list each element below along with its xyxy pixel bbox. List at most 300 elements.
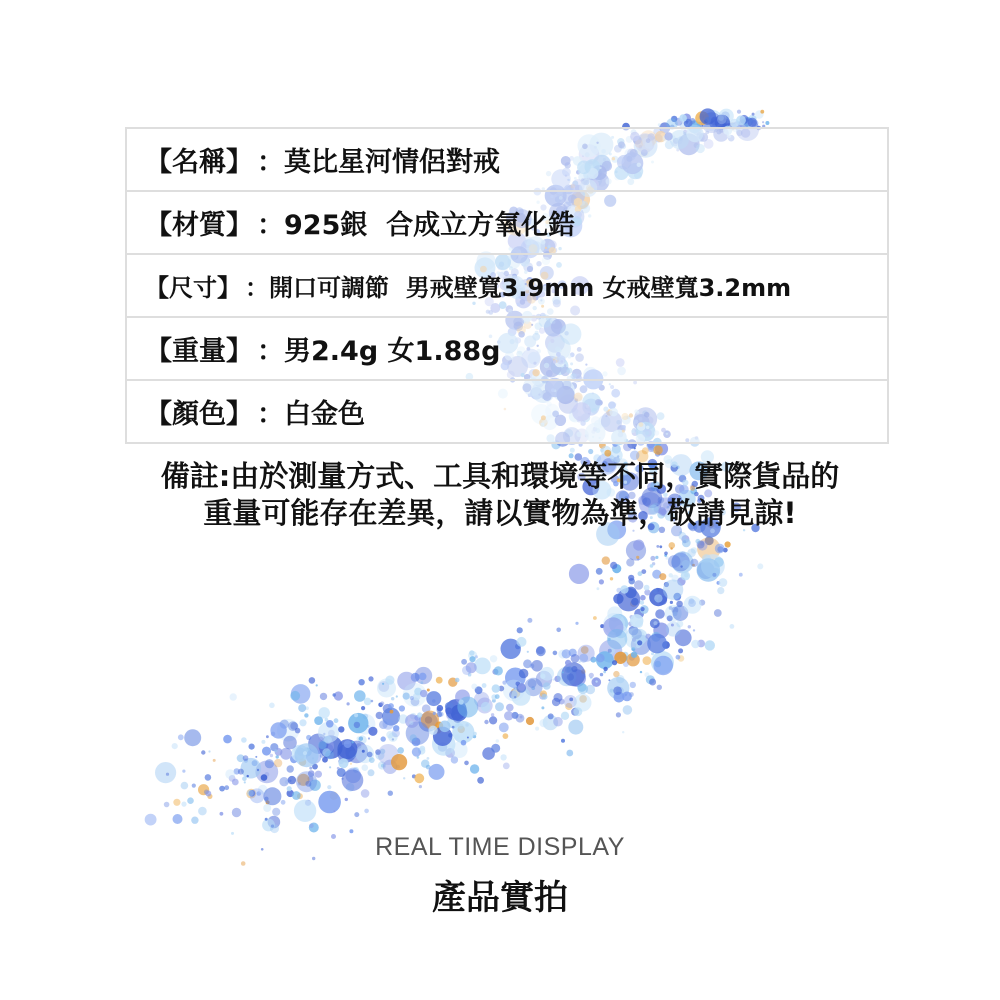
splatter-dot — [410, 734, 417, 741]
splatter-dot — [265, 759, 274, 768]
splatter-dot — [205, 791, 211, 797]
splatter-dot — [697, 558, 721, 582]
splatter-dot — [491, 713, 494, 716]
splatter-dot — [164, 802, 170, 808]
splatter-dot — [644, 585, 650, 591]
splatter-dot — [655, 556, 658, 559]
splatter-dot — [427, 757, 430, 760]
splatter-dot — [287, 765, 294, 772]
splatter-dot — [334, 718, 339, 723]
splatter-dot — [589, 673, 594, 678]
splatter-dot — [552, 698, 560, 706]
spec-separator: ： — [245, 274, 269, 302]
splatter-dot — [309, 824, 314, 829]
spec-row-color — [127, 381, 887, 442]
splatter-dot — [643, 656, 652, 665]
splatter-dot — [241, 737, 247, 743]
splatter-dot — [361, 706, 365, 710]
splatter-dot — [265, 818, 268, 821]
splatter-dot — [287, 786, 292, 791]
splatter-dot — [631, 652, 637, 658]
splatter-dot — [667, 615, 673, 621]
splatter-dot — [610, 562, 617, 569]
splatter-dot — [473, 732, 477, 736]
splatter-dot — [719, 578, 728, 587]
splatter-dot — [433, 712, 436, 715]
splatter-dot — [736, 115, 746, 125]
splatter-dot — [571, 666, 577, 672]
splatter-dot — [315, 771, 322, 778]
splatter-dot — [633, 540, 644, 551]
splatter-dot — [326, 720, 334, 728]
splatter-dot — [255, 756, 257, 758]
splatter-dot — [417, 712, 422, 717]
splatter-dot — [693, 629, 695, 631]
spec-separator: ： — [257, 399, 284, 430]
splatter-dot — [362, 750, 365, 753]
splatter-dot — [634, 580, 643, 589]
splatter-dot — [542, 694, 548, 700]
splatter-dot — [535, 727, 539, 731]
splatter-dot — [304, 713, 308, 717]
splatter-dot — [269, 703, 275, 709]
splatter-dot — [471, 684, 477, 690]
splatter-dot — [445, 707, 452, 714]
splatter-dot — [625, 694, 627, 696]
splatter-dot — [257, 769, 259, 771]
splatter-dot — [184, 729, 201, 746]
splatter-dot — [506, 704, 514, 712]
splatter-dot — [659, 545, 662, 548]
splatter-dot — [653, 656, 673, 676]
spec-separator: ： — [257, 147, 284, 178]
splatter-dot — [351, 741, 353, 743]
splatter-dot — [608, 638, 611, 641]
splatter-dot — [421, 760, 429, 768]
splatter-dot — [757, 563, 763, 569]
splatter-dot — [684, 596, 702, 614]
splatter-dot — [467, 737, 469, 739]
splatter-dot — [241, 758, 262, 779]
splatter-dot — [528, 679, 537, 688]
splatter-dot — [656, 545, 659, 548]
splatter-dot — [314, 716, 323, 725]
spec-label-name: 【名稱】 — [145, 147, 253, 178]
real-time-display-caption: REAL TIME DISPLAY — [375, 833, 625, 861]
splatter-dot — [303, 751, 307, 755]
splatter-dot — [623, 705, 633, 715]
splatter-dot — [637, 640, 642, 645]
splatter-dot — [691, 640, 700, 649]
splatter-dot — [670, 601, 673, 604]
splatter-dot — [368, 769, 375, 776]
splatter-dot — [368, 676, 373, 681]
splatter-dot — [657, 685, 662, 690]
splatter-dot — [540, 667, 554, 681]
splatter-dot — [223, 735, 232, 744]
splatter-dot — [274, 759, 282, 767]
splatter-dot — [527, 618, 532, 623]
splatter-dot — [266, 735, 269, 738]
splatter-dot — [610, 577, 613, 580]
splatter-dot — [316, 684, 318, 686]
splatter-dot — [166, 773, 169, 776]
splatter-dot — [490, 655, 497, 662]
splatter-dot — [470, 764, 479, 773]
splatter-dot — [503, 763, 510, 770]
splatter-dot — [765, 121, 769, 125]
splatter-dot — [322, 757, 328, 763]
splatter-dot — [191, 817, 198, 824]
splatter-dot — [520, 716, 523, 719]
splatter-dot — [419, 785, 422, 788]
splatter-dot — [225, 769, 235, 779]
splatter-dot — [676, 655, 681, 660]
splatter-dot — [681, 571, 690, 580]
splatter-dot — [385, 676, 394, 685]
splatter-dot — [280, 748, 292, 760]
splatter-dot — [568, 720, 583, 735]
splatter-dot — [462, 666, 471, 675]
splatter-dot — [368, 737, 370, 739]
splatter-dot — [762, 121, 764, 123]
splatter-dot — [262, 747, 271, 756]
splatter-dot — [602, 556, 610, 564]
splatter-dot — [250, 788, 265, 803]
splatter-dot — [725, 541, 731, 547]
splatter-dot — [296, 771, 317, 792]
splatter-dot — [419, 673, 427, 681]
spec-label-color: 【顏色】 — [145, 399, 253, 430]
splatter-dot — [381, 736, 386, 741]
splatter-dot — [320, 693, 327, 700]
splatter-dot — [261, 740, 265, 744]
splatter-dot — [270, 754, 273, 757]
splatter-dot — [243, 755, 249, 761]
splatter-dot — [548, 713, 554, 719]
splatter-dot — [514, 696, 516, 698]
splatter-dot — [526, 717, 534, 725]
splatter-dot — [345, 798, 348, 801]
splatter-dot — [386, 731, 393, 738]
splatter-dot — [364, 809, 369, 814]
splatter-dot — [625, 628, 646, 649]
splatter-dot — [636, 556, 639, 559]
splatter-dot — [388, 703, 394, 709]
splatter-dot — [232, 808, 241, 817]
splatter-dot — [329, 766, 331, 768]
splatter-dot — [596, 654, 605, 663]
splatter-dot — [569, 698, 573, 702]
splatter-dot — [181, 802, 186, 807]
splatter-dot — [208, 750, 210, 752]
splatter-dot — [519, 669, 529, 679]
splatter-dot — [714, 609, 722, 617]
splatter-dot — [290, 691, 300, 701]
splatter-dot — [562, 671, 564, 673]
spec-value-color: 白金色 — [284, 399, 365, 430]
splatter-dot — [427, 689, 430, 692]
spec-row-size — [127, 255, 887, 318]
splatter-dot — [536, 646, 544, 654]
splatter-dot — [496, 739, 499, 742]
splatter-dot — [295, 728, 301, 734]
splatter-dot — [263, 787, 281, 805]
splatter-dot — [292, 791, 301, 800]
splatter-dot — [561, 662, 585, 686]
spec-value-size: 開口可調節 男戒壁寬3.9mm 女戒壁寬3.2mm — [269, 274, 792, 302]
splatter-dot — [678, 648, 683, 653]
splatter-dot — [612, 660, 617, 665]
splatter-dot — [494, 666, 503, 675]
splatter-dot — [492, 684, 500, 692]
splatter-dot — [396, 695, 398, 697]
splatter-dot — [354, 713, 358, 717]
splatter-dot — [578, 684, 588, 694]
splatter-dot — [173, 814, 183, 824]
splatter-dot — [172, 743, 178, 749]
splatter-dot — [630, 614, 643, 627]
splatter-dot — [641, 607, 645, 611]
disclaimer-line-1: 備註:由於測量方式、工具和環境等不同，實際貨品的 — [160, 459, 840, 493]
splatter-dot — [569, 564, 589, 584]
splatter-dot — [187, 797, 194, 804]
splatter-dot — [437, 705, 443, 711]
splatter-dot — [622, 731, 624, 733]
splatter-dot — [417, 756, 420, 759]
splatter-dot — [517, 627, 523, 633]
splatter-dot — [562, 649, 571, 658]
splatter-dot — [271, 825, 274, 828]
splatter-dot — [354, 722, 360, 728]
splatter-dot — [682, 539, 691, 548]
splatter-dot — [597, 587, 600, 590]
splatter-dot — [342, 769, 364, 791]
splatter-dot — [481, 702, 491, 712]
splatter-dot — [327, 785, 331, 789]
splatter-dot — [192, 784, 196, 788]
splatter-dot — [715, 544, 725, 554]
splatter-dot — [145, 814, 157, 826]
splatter-dot — [687, 549, 696, 558]
splatter-dot — [414, 773, 424, 783]
splatter-dot — [369, 757, 375, 763]
splatter-dot — [556, 628, 561, 633]
splatter-dot — [333, 810, 335, 812]
spec-value-weight: 男2.4g 女1.88g — [284, 336, 501, 367]
splatter-dot — [249, 744, 255, 750]
splatter-dot — [668, 555, 681, 568]
splatter-dot — [247, 775, 249, 777]
splatter-dot — [574, 694, 592, 712]
splatter-dot — [426, 691, 441, 706]
splatter-dot — [368, 727, 377, 736]
splatter-dot — [429, 764, 445, 780]
spec-row-weight — [127, 318, 887, 381]
splatter-dot — [655, 609, 665, 619]
splatter-dot — [318, 791, 341, 814]
splatter-dot — [596, 568, 603, 575]
splatter-dot — [567, 673, 574, 680]
splatter-dot — [419, 746, 425, 752]
splatter-dot — [653, 589, 658, 594]
splatter-dot — [588, 449, 593, 454]
splatter-dot — [628, 575, 634, 581]
splatter-dot — [620, 585, 628, 593]
splatter-dot — [659, 573, 666, 580]
splatter-dot — [616, 712, 621, 717]
splatter-dot — [680, 551, 686, 557]
splatter-dot — [688, 625, 691, 628]
splatter-dot — [523, 659, 532, 668]
splatter-dot — [281, 800, 286, 805]
splatter-dot — [367, 752, 373, 758]
splatter-dot — [205, 774, 212, 781]
splatter-dot — [630, 682, 636, 688]
splatter-dot — [274, 749, 277, 752]
splatter-dot — [309, 677, 316, 684]
splatter-dot — [664, 552, 668, 556]
splatter-dot — [484, 720, 488, 724]
splatter-dot — [391, 754, 407, 770]
splatter-dot — [499, 723, 509, 733]
splatter-dot — [495, 702, 504, 711]
splatter-dot — [320, 754, 324, 758]
splatter-dot — [397, 747, 404, 754]
splatter-dot — [517, 637, 527, 647]
splatter-dot — [500, 754, 506, 760]
splatter-dot — [452, 726, 455, 729]
splatter-dot — [489, 716, 497, 724]
splatter-dot — [608, 649, 612, 653]
splatter-dot — [178, 734, 184, 740]
splatter-dot — [318, 737, 323, 742]
splatter-dot — [760, 110, 764, 114]
spec-label-size: 【尺寸】 — [145, 274, 241, 302]
splatter-dot — [350, 763, 352, 765]
splatter-dot — [705, 640, 715, 650]
splatter-dot — [561, 739, 565, 743]
splatter-dot — [464, 761, 469, 766]
splatter-dot — [224, 785, 229, 790]
splatter-dot — [382, 683, 384, 685]
spec-row-name — [127, 129, 887, 192]
splatter-dot — [420, 681, 423, 684]
splatter-dot — [565, 660, 571, 666]
splatter-dot — [626, 558, 634, 566]
splatter-dot — [347, 702, 350, 705]
splatter-dot — [737, 110, 741, 114]
splatter-dot — [461, 659, 467, 665]
splatter-dot — [671, 624, 674, 627]
splatter-dot — [469, 656, 475, 662]
splatter-dot — [358, 679, 364, 685]
splatter-dot — [685, 121, 688, 124]
splatter-dot — [283, 736, 297, 750]
splatter-dot — [155, 762, 176, 783]
splatter-dot — [518, 683, 526, 691]
splatter-dot — [371, 700, 374, 703]
splatter-dot — [338, 726, 344, 732]
splatter-dot — [649, 679, 656, 686]
splatter-dot — [579, 654, 588, 663]
splatter-dot — [453, 714, 462, 723]
splatter-dot — [436, 677, 443, 684]
splatter-dot — [359, 737, 363, 741]
splatter-dot — [399, 705, 405, 711]
splatter-dot — [495, 694, 500, 699]
splatter-dot — [219, 786, 225, 792]
splatter-dot — [695, 539, 700, 544]
splatter-dot — [541, 706, 544, 709]
splatter-dot — [575, 622, 578, 625]
splatter-dot — [595, 680, 597, 682]
splatter-dot — [553, 651, 558, 656]
splatter-dot — [244, 781, 246, 783]
product-photo-caption: 產品實拍 — [432, 878, 568, 918]
spec-separator: ： — [257, 210, 284, 241]
splatter-dot — [638, 571, 643, 576]
splatter-dot — [527, 651, 529, 653]
splatter-dot — [279, 777, 288, 786]
splatter-dot — [410, 696, 414, 700]
splatter-dot — [459, 699, 464, 704]
splatter-dot — [752, 113, 755, 116]
splatter-dot — [654, 594, 662, 602]
splatter-dot — [181, 782, 189, 790]
spec-value-name: 莫比星河情侶對戒 — [284, 147, 500, 178]
splatter-dot — [391, 697, 394, 700]
splatter-dot — [739, 573, 743, 577]
spec-row-material — [127, 192, 887, 255]
splatter-dot — [230, 693, 237, 700]
splatter-dot — [651, 652, 654, 655]
splatter-dot — [553, 717, 563, 727]
spec-label-material: 【材質】 — [145, 210, 253, 241]
splatter-dot — [354, 812, 359, 817]
splatter-dot — [717, 587, 724, 594]
spec-label-weight: 【重量】 — [145, 336, 253, 367]
splatter-dot — [390, 710, 394, 714]
splatter-dot — [678, 532, 686, 540]
splatter-dot — [670, 547, 672, 549]
splatter-dot — [690, 559, 698, 567]
splatter-dot — [403, 693, 410, 700]
splatter-dot — [474, 658, 491, 675]
splatter-dot — [344, 740, 352, 748]
splatter-dot — [640, 595, 646, 601]
splatter-dot — [603, 667, 607, 671]
splatter-dot — [263, 804, 271, 812]
splatter-dot — [669, 573, 673, 577]
splatter-dot — [272, 808, 280, 816]
splatter-dot — [448, 733, 453, 738]
splatter-dot — [318, 741, 326, 749]
splatter-dot — [679, 114, 687, 122]
splatter-dot — [482, 683, 487, 688]
splatter-dot — [361, 789, 370, 798]
splatter-dot — [604, 450, 611, 457]
spec-table — [125, 127, 889, 444]
splatter-dot — [650, 556, 655, 561]
splatter-dot — [232, 779, 239, 786]
splatter-dot — [288, 776, 296, 784]
splatter-dot — [491, 744, 500, 753]
splatter-dot — [420, 690, 428, 698]
splatter-dot — [409, 721, 413, 725]
splatter-dot — [663, 580, 683, 600]
splatter-dot — [593, 616, 597, 620]
